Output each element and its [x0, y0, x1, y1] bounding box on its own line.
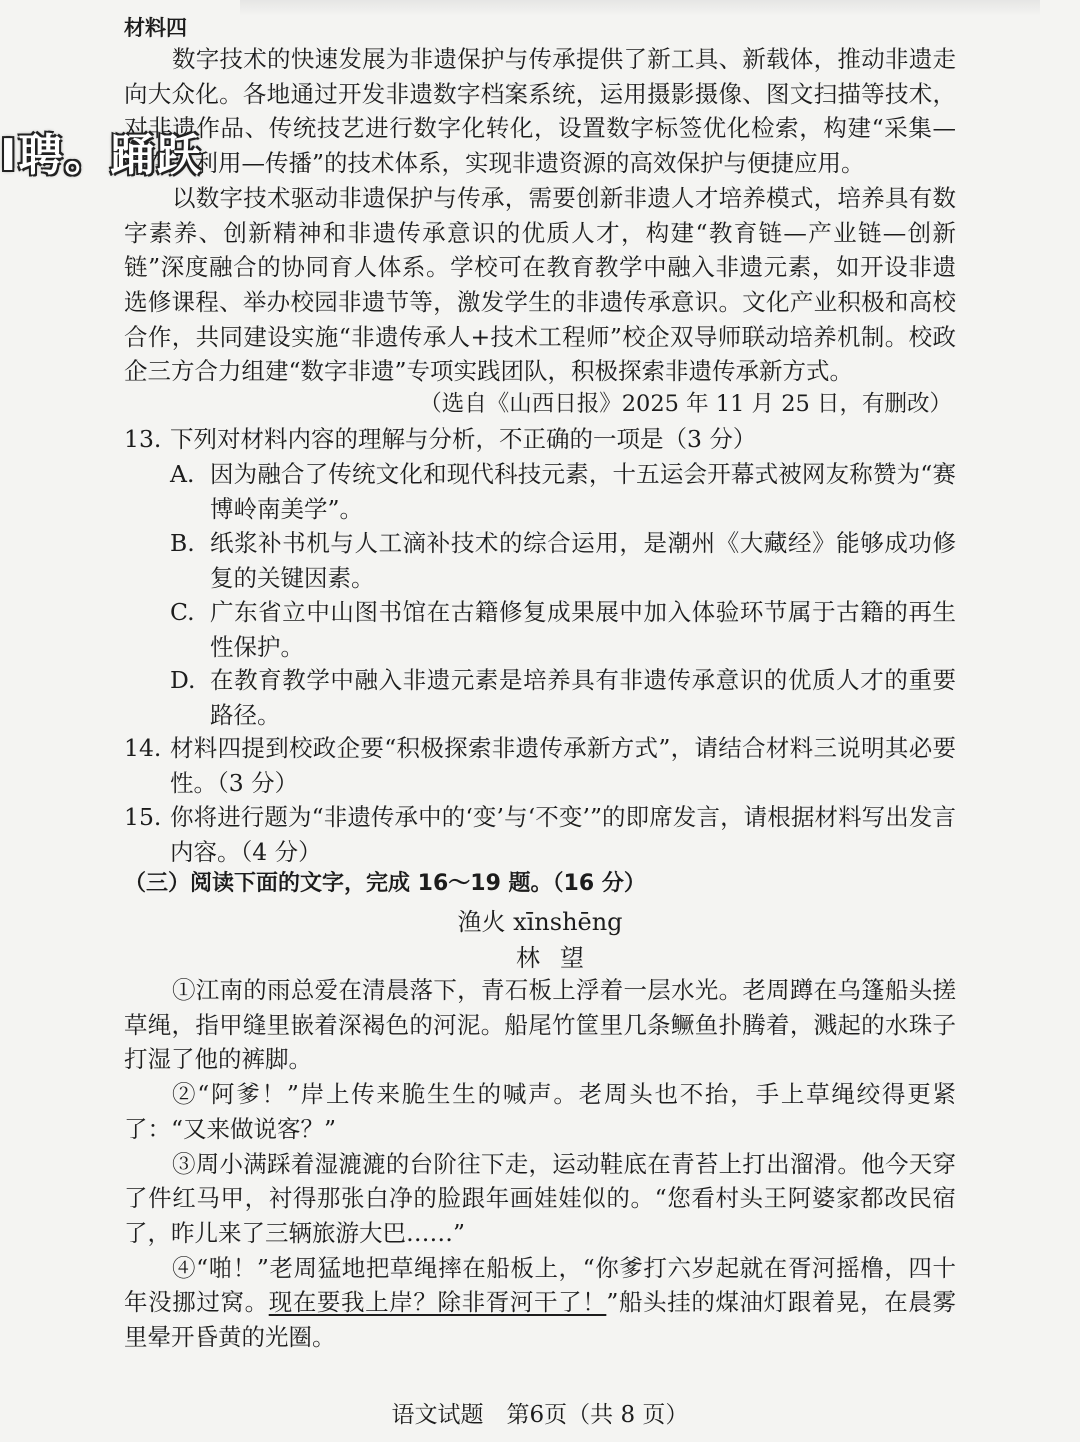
option-label: B. [170, 529, 195, 557]
question-14-number: 14. [124, 734, 162, 762]
story-paragraph-4 [124, 1251, 956, 1355]
page-footer: 语文试题 第6页（共 8 页） [391, 1402, 689, 1428]
material-four-source: （选自《山西日报》2025 年 11 月 25 日，有删改） [419, 391, 952, 417]
question-15 [124, 800, 956, 869]
material-four-heading: 材料四 [124, 16, 187, 40]
material-four-paragraph-2: 以数字技术驱动非遗保护与传承，需要创新非遗人才培养模式，培养具有数字素养、创新精神和非遗传承意识的优质人才，构建“教育链—产业链—创新链”深度融合的协同育人体系。学校可在教育教学中融入非遗元素，如开设非遗选修课程、举办校园非遗节等，激发学生的非遗传承意识。文化产业积极和高校合作，共同建设实施“非遗传承人+技术工程师”校企双导师联动培养机制。校政企三方合力组建“数字非遗”专项实践团队，积极探索非遗传承新方式。 [124, 183, 956, 386]
question-13-number: 13. [124, 425, 162, 453]
story-body [124, 973, 956, 1355]
story-paragraph-2: ②“阿爹！”岸上传来脆生生的喊声。老周头也不抬，手上草绳绞得更紧了：“又来做说客？” [124, 1080, 956, 1143]
question-13 [124, 422, 956, 457]
question-13-option-d [170, 663, 956, 732]
question-13-text: 下列对材料内容的理解与分析，不正确的一项是（3 分） [170, 425, 757, 453]
question-13-option-a [170, 457, 956, 526]
story-title: 渔火 xīnshēng [457, 908, 623, 936]
option-text: 因为融合了传统文化和现代科技元素，十五运会开幕式被网友称赞为“赛博岭南美学”。 [210, 460, 956, 523]
option-label: D. [170, 666, 196, 694]
option-label: A. [170, 460, 195, 488]
material-four-paragraph-1: 数字技术的快速发展为非遗保护与传承提供了新工具、新载体，推动非遗走向大众化。各地通过开发非遗数字档案系统，运用摄影摄像、图文扫描等技术，对非遗作品、传统技艺进行数字化转化，设置数字标签优化检索，构建“采集—保存—利用—传播”的技术体系，实现非遗资源的高效保护与便捷应用。 [124, 45, 956, 178]
option-text: 广东省立中山图书馆在古籍修复成果展中加入体验环节属于古籍的再生性保护。 [210, 598, 956, 661]
question-13-option-b [170, 526, 956, 595]
question-14 [124, 731, 956, 800]
overlay-caption: I聘。踊跃 [0, 130, 203, 181]
option-label: C. [170, 598, 195, 626]
section-three-heading: （三）阅读下面的文字，完成 16～19 题。（16 分） [124, 871, 646, 896]
question-13-option-c [170, 595, 956, 664]
material-four-body [124, 42, 956, 389]
story-paragraph-4-end: ”船头挂的煤油灯跟着晃，在晨雾里晕开昏黄的光圈。 [124, 1288, 956, 1352]
blurred-top-bar [240, 0, 1040, 16]
story-paragraph-4-start: ④“啪！”老周猛地把草绳摔在船板上，“你爹打六岁起就在胥河摇橹，四十年没挪过窝。 [124, 1253, 956, 1317]
story-paragraph-3: ③周小满踩着湿漉漉的台阶往下走，运动鞋底在青苔上打出溜滑。他今天穿了件红马甲，衬得那张白净的脸跟年画娃娃似的。“您看村头王阿婆家都改民宿了，昨儿来了三辆旅游大巴……” [124, 1149, 956, 1247]
underlined-sentence: 现在要我上岸？除非胥河干了！ [268, 1288, 607, 1317]
question-15-number: 15. [124, 803, 162, 831]
question-15-text: 你将进行题为“非遗传承中的‘变’与‘不变’”的即席发言，请根据材料写出发言内容。（4 分） [170, 803, 956, 866]
story-author: 林望 [516, 944, 604, 972]
question-14-text: 材料四提到校政企要“积极探索非遗传承新方式”，请结合材料三说明其必要性。（3 分） [170, 734, 956, 797]
story-paragraph-1: ①江南的雨总爱在清晨落下，青石板上浮着一层水光。老周蹲在乌篷船头搓草绳，指甲缝里嵌着深褐色的河泥。船尾竹筐里几条鳜鱼扑腾着，溅起的水珠子打湿了他的裤脚。 [124, 976, 956, 1074]
option-text: 纸浆补书机与人工滴补技术的综合运用，是潮州《大藏经》能够成功修复的关键因素。 [210, 529, 956, 592]
option-text: 在教育教学中融入非遗元素是培养具有非遗传承意识的优质人才的重要路径。 [210, 666, 956, 729]
